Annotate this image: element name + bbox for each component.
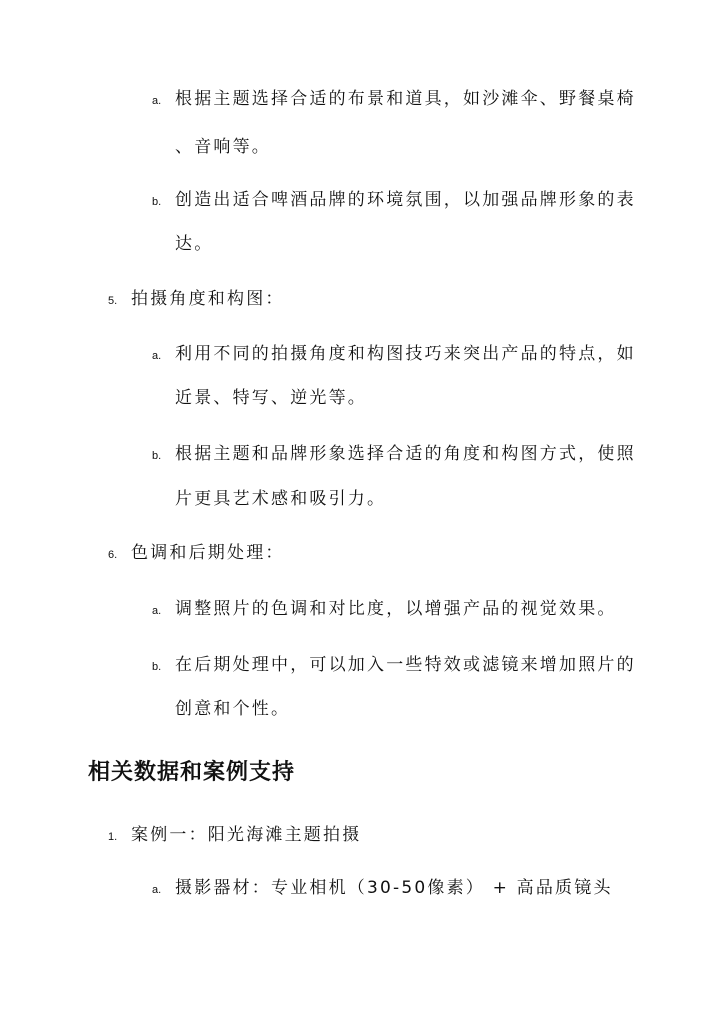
list-marker: a. (152, 350, 162, 362)
numbered-marker: 5. (108, 295, 118, 307)
list-item-text: 创造出适合啤酒品牌的环境氛围，以加强品牌形象的表 (175, 190, 636, 210)
list-item-text: 摄影器材：专业相机（30-50像素） + 高品质镜头 (175, 878, 613, 898)
numbered-item-title: 拍摄角度和构图： (131, 289, 285, 309)
list-item-text: 根据主题和品牌形象选择合适的角度和构图方式，使照 (175, 444, 636, 464)
section-heading: 相关数据和案例支持 (88, 759, 296, 785)
list-item-text: 达。 (175, 234, 214, 254)
list-marker: a. (152, 95, 162, 107)
list-item-text: 在后期处理中，可以加入一些特效或滤镜来增加照片的 (175, 655, 636, 675)
list-marker: a. (152, 884, 162, 896)
list-item-text: 、音响等。 (175, 137, 271, 157)
list-item-text: 近景、特写、逆光等。 (175, 388, 367, 408)
list-marker: b. (152, 450, 162, 462)
numbered-marker: 6. (108, 549, 118, 561)
list-item-text: 调整照片的色调和对比度，以增强产品的视觉效果。 (175, 599, 617, 619)
list-item-text: 创意和个性。 (175, 699, 291, 719)
numbered-item-title: 案例一：阳光海滩主题拍摄 (131, 825, 362, 845)
list-item-text: 片更具艺术感和吸引力。 (175, 489, 387, 509)
list-marker: b. (152, 661, 162, 673)
numbered-item-title: 色调和后期处理： (131, 543, 285, 563)
list-marker: a. (152, 605, 162, 617)
list-marker: b. (152, 196, 162, 208)
list-item-text: 利用不同的拍摄角度和构图技巧来突出产品的特点，如 (175, 344, 636, 364)
list-item-text: 根据主题选择合适的布景和道具，如沙滩伞、野餐桌椅 (175, 89, 636, 109)
numbered-marker: 1. (108, 831, 118, 843)
